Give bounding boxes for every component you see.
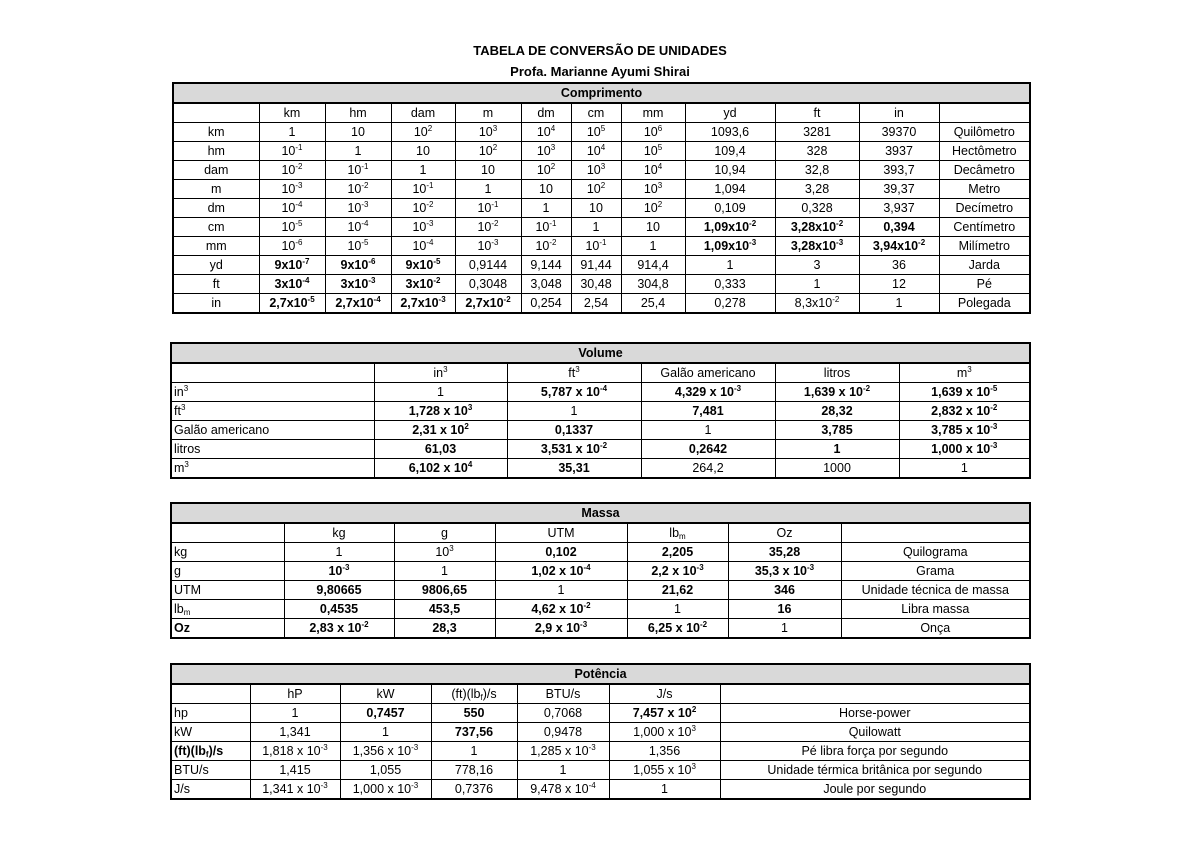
massa-row-label: kg <box>171 543 284 562</box>
massa-row-desc: Quilograma <box>841 543 1030 562</box>
comprimento-cell: 10 <box>571 199 621 218</box>
volume-cell: 1 <box>507 402 641 421</box>
comprimento-cell: 0,333 <box>685 275 775 294</box>
comprimento-row-desc: Hectômetro <box>939 142 1030 161</box>
comprimento-cell: 3 <box>775 256 859 275</box>
volume-col-m-3: $m^3$ <box>899 363 1030 383</box>
potencia-cell: 0,7457 <box>340 704 431 723</box>
table-row <box>171 704 1030 723</box>
comprimento-col-hm: hm <box>325 103 391 123</box>
massa-cell: 2,83 x $10^{-2}$ <box>284 619 394 639</box>
comprimento-cell: $8,3x10^{-2}$ <box>775 294 859 314</box>
massa-cell: 1 <box>394 562 495 581</box>
massa-row-desc: Onça <box>841 619 1030 639</box>
table-row <box>173 218 1030 237</box>
volume-cell: 1 <box>641 421 775 440</box>
comprimento-cell: $9x10^{-5}$ <box>391 256 455 275</box>
comprimento-cell: 1 <box>621 237 685 256</box>
potencia-row-desc: Joule por segundo <box>720 780 1030 800</box>
potencia-cell: 1 <box>517 761 609 780</box>
comprimento-cell: 1093,6 <box>685 123 775 142</box>
massa-table <box>170 502 1031 639</box>
potencia-row-desc: Quilowatt <box>720 723 1030 742</box>
volume-cell: 0,2642 <box>641 440 775 459</box>
massa-cell: 2,205 <box>627 543 728 562</box>
comprimento-cell: 1 <box>391 161 455 180</box>
massa-cell: 1,02 x $10^{-4}$ <box>495 562 627 581</box>
potencia-row-desc: Unidade térmica britânica por segundo <box>720 761 1030 780</box>
massa-col-lb-m: $lb_m$ <box>627 523 728 543</box>
volume-col-ft-3: $ft^3$ <box>507 363 641 383</box>
comprimento-cell: 1 <box>521 199 571 218</box>
comprimento-cell: $10^{-1}$ <box>521 218 571 237</box>
comprimento-cell: $3,94x10^{-2}$ <box>859 237 939 256</box>
comprimento-col-km: km <box>259 103 325 123</box>
comprimento-cell: 0,328 <box>775 199 859 218</box>
potencia-cell: 1 <box>340 723 431 742</box>
comprimento-cell: 10 <box>325 123 391 142</box>
comprimento-cell: $9x10^{-6}$ <box>325 256 391 275</box>
potencia-cell: 1,356 x $10^{-3}$ <box>340 742 431 761</box>
massa-row-desc: Libra massa <box>841 600 1030 619</box>
potencia-title: Potência <box>171 664 1030 684</box>
comprimento-cell: $10^{-2}$ <box>325 180 391 199</box>
massa-cell: 21,62 <box>627 581 728 600</box>
potencia-cell: 1,285 x $10^{-3}$ <box>517 742 609 761</box>
comprimento-cell: $10^{-6}$ <box>259 237 325 256</box>
comprimento-cell: 9,144 <box>521 256 571 275</box>
table-row <box>173 161 1030 180</box>
potencia-table <box>170 663 1031 800</box>
potencia-cell: 1,000 x $10^{-3}$ <box>340 780 431 800</box>
comprimento-cell: 1 <box>259 123 325 142</box>
comprimento-row-label: yd <box>173 256 259 275</box>
potencia-col-hp: hP <box>250 684 340 704</box>
potencia-cell: 1,818 x $10^{-3}$ <box>250 742 340 761</box>
volume-cell: 1,639 x $10^{-2}$ <box>775 383 899 402</box>
volume-cell: 28,32 <box>775 402 899 421</box>
comprimento-cell: $10^{-1}$ <box>325 161 391 180</box>
comprimento-cell: 914,4 <box>621 256 685 275</box>
comprimento-row-desc: Metro <box>939 180 1030 199</box>
comprimento-cell: $10^6$ <box>621 123 685 142</box>
table-row <box>173 180 1030 199</box>
comprimento-col-mm: mm <box>621 103 685 123</box>
massa-cell: 1 <box>495 581 627 600</box>
volume-cell: 1 <box>374 383 507 402</box>
comprimento-cell: 3,937 <box>859 199 939 218</box>
comprimento-cell: $10^5$ <box>571 123 621 142</box>
potencia-cell: 1,341 x $10^{-3}$ <box>250 780 340 800</box>
comprimento-table <box>172 82 1031 314</box>
comprimento-cell: 91,44 <box>571 256 621 275</box>
comprimento-row-label: cm <box>173 218 259 237</box>
comprimento-cell: $10^{-1}$ <box>455 199 521 218</box>
massa-cell: 453,5 <box>394 600 495 619</box>
comprimento-row-desc: Polegada <box>939 294 1030 314</box>
potencia-cell: 0,9478 <box>517 723 609 742</box>
potencia-cell: 7,457 x $10^2$ <box>609 704 720 723</box>
table-row <box>173 123 1030 142</box>
massa-cell: 4,62 x $10^{-2}$ <box>495 600 627 619</box>
potencia-row-label: $(ft)(lb_f)/s$ <box>171 742 250 761</box>
comprimento-cell: 0,109 <box>685 199 775 218</box>
volume-cell: 1,000 x $10^{-3}$ <box>899 440 1030 459</box>
comprimento-cell: $2,7x10^{-4}$ <box>325 294 391 314</box>
comprimento-cell: 0,278 <box>685 294 775 314</box>
massa-cell: 1 <box>627 600 728 619</box>
potencia-cell: 1 <box>250 704 340 723</box>
massa-row-desc: Unidade técnica de massa <box>841 581 1030 600</box>
volume-table <box>170 342 1031 479</box>
comprimento-cell: $10^{-1}$ <box>391 180 455 199</box>
comprimento-row-desc: Pé <box>939 275 1030 294</box>
comprimento-col-m: m <box>455 103 521 123</box>
comprimento-row-label: in <box>173 294 259 314</box>
comprimento-cell: 1 <box>685 256 775 275</box>
comprimento-col-yd: yd <box>685 103 775 123</box>
potencia-row-desc: Pé libra força por segundo <box>720 742 1030 761</box>
comprimento-cell: $10^2$ <box>621 199 685 218</box>
comprimento-col-dam: dam <box>391 103 455 123</box>
comprimento-cell: $10^{-2}$ <box>521 237 571 256</box>
volume-cell: 2,31 x $10^2$ <box>374 421 507 440</box>
comprimento-cell: $10^2$ <box>571 180 621 199</box>
comprimento-col-in: in <box>859 103 939 123</box>
comprimento-cell: $3x10^{-4}$ <box>259 275 325 294</box>
comprimento-row-desc: Decímetro <box>939 199 1030 218</box>
massa-title: Massa <box>171 503 1030 523</box>
comprimento-cell: $3,28x10^{-2}$ <box>775 218 859 237</box>
comprimento-cell: 109,4 <box>685 142 775 161</box>
document-title: TABELA DE CONVERSÃO DE UNIDADES <box>473 43 727 58</box>
comprimento-title: Comprimento <box>173 83 1030 103</box>
massa-col-desc <box>841 523 1030 543</box>
massa-cell: 9,80665 <box>284 581 394 600</box>
comprimento-cell: $10^{-3}$ <box>325 199 391 218</box>
potencia-cell: 1,000 x $10^3$ <box>609 723 720 742</box>
massa-row-label: $lb_m$ <box>171 600 284 619</box>
comprimento-cell: $1,09x10^{-3}$ <box>685 237 775 256</box>
potencia-col-j-s: J/s <box>609 684 720 704</box>
volume-cell: 61,03 <box>374 440 507 459</box>
potencia-cell: 1,341 <box>250 723 340 742</box>
comprimento-cell: 10 <box>621 218 685 237</box>
comprimento-cell: $10^{-2}$ <box>455 218 521 237</box>
comprimento-row-label: ft <box>173 275 259 294</box>
potencia-cell: 1,356 <box>609 742 720 761</box>
massa-cell: 2,9 x $10^{-3}$ <box>495 619 627 639</box>
potencia-cell: 1,055 <box>340 761 431 780</box>
table-row <box>173 199 1030 218</box>
massa-cell: 35,3 x $10^{-3}$ <box>728 562 841 581</box>
volume-cell: 35,31 <box>507 459 641 479</box>
potencia-col-corner <box>171 684 250 704</box>
volume-col-in-3: $in^3$ <box>374 363 507 383</box>
comprimento-cell: 12 <box>859 275 939 294</box>
comprimento-cell: 3937 <box>859 142 939 161</box>
volume-cell: 4,329 x $10^{-3}$ <box>641 383 775 402</box>
massa-row-label: Oz <box>171 619 284 639</box>
massa-cell: 28,3 <box>394 619 495 639</box>
comprimento-cell: 10 <box>521 180 571 199</box>
potencia-cell: 737,56 <box>431 723 517 742</box>
comprimento-cell: 393,7 <box>859 161 939 180</box>
table-row <box>173 275 1030 294</box>
potencia-cell: 0,7068 <box>517 704 609 723</box>
volume-cell: 1 <box>899 459 1030 479</box>
massa-cell: 2,2 x $10^{-3}$ <box>627 562 728 581</box>
comprimento-col-desc <box>939 103 1030 123</box>
comprimento-cell: 1 <box>859 294 939 314</box>
comprimento-row-label: dam <box>173 161 259 180</box>
comprimento-cell: 1 <box>325 142 391 161</box>
comprimento-row-label: hm <box>173 142 259 161</box>
comprimento-cell: 3,048 <box>521 275 571 294</box>
table-row <box>171 600 1030 619</box>
comprimento-cell: 39,37 <box>859 180 939 199</box>
comprimento-cell: $10^4$ <box>571 142 621 161</box>
volume-cell: 2,832 x $10^{-2}$ <box>899 402 1030 421</box>
comprimento-cell: $10^3$ <box>521 142 571 161</box>
comprimento-cell: 328 <box>775 142 859 161</box>
comprimento-cell: 10,94 <box>685 161 775 180</box>
massa-cell: 346 <box>728 581 841 600</box>
comprimento-cell: $10^2$ <box>455 142 521 161</box>
massa-col-corner <box>171 523 284 543</box>
comprimento-row-desc: Jarda <box>939 256 1030 275</box>
volume-cell: 1000 <box>775 459 899 479</box>
comprimento-cell: 3281 <box>775 123 859 142</box>
comprimento-cell: $10^{-4}$ <box>325 218 391 237</box>
comprimento-cell: $10^{-4}$ <box>259 199 325 218</box>
potencia-cell: 9,478 x $10^{-4}$ <box>517 780 609 800</box>
comprimento-cell: $10^{-3}$ <box>455 237 521 256</box>
comprimento-cell: $10^4$ <box>521 123 571 142</box>
massa-row-desc: Grama <box>841 562 1030 581</box>
comprimento-cell: $10^{-3}$ <box>259 180 325 199</box>
table-row <box>171 761 1030 780</box>
volume-col-litros: litros <box>775 363 899 383</box>
volume-col-corner <box>171 363 374 383</box>
comprimento-cell: $10^{-1}$ <box>571 237 621 256</box>
comprimento-cell: 0,254 <box>521 294 571 314</box>
comprimento-cell: $9x10^{-7}$ <box>259 256 325 275</box>
table-row <box>173 294 1030 314</box>
massa-cell: 0,102 <box>495 543 627 562</box>
volume-cell: 0,1337 <box>507 421 641 440</box>
comprimento-row-desc: Decâmetro <box>939 161 1030 180</box>
comprimento-cell: $10^{-5}$ <box>325 237 391 256</box>
comprimento-cell: 0,9144 <box>455 256 521 275</box>
comprimento-cell: 10 <box>455 161 521 180</box>
massa-cell: 16 <box>728 600 841 619</box>
volume-cell: 1 <box>775 440 899 459</box>
table-row <box>171 723 1030 742</box>
comprimento-cell: $10^3$ <box>621 180 685 199</box>
potencia-cell: 1,055 x $10^3$ <box>609 761 720 780</box>
volume-row-label: $m^3$ <box>171 459 374 479</box>
massa-col-oz: Oz <box>728 523 841 543</box>
comprimento-cell: $10^{-2}$ <box>391 199 455 218</box>
comprimento-cell: 0,394 <box>859 218 939 237</box>
comprimento-col-ft: ft <box>775 103 859 123</box>
massa-cell: 1 <box>284 543 394 562</box>
massa-cell: 9806,65 <box>394 581 495 600</box>
comprimento-cell: $10^5$ <box>621 142 685 161</box>
volume-row-label: Galão americano <box>171 421 374 440</box>
comprimento-cell: $3x10^{-2}$ <box>391 275 455 294</box>
volume-cell: 5,787 x $10^{-4}$ <box>507 383 641 402</box>
potencia-row-label: kW <box>171 723 250 742</box>
comprimento-cell: 1,094 <box>685 180 775 199</box>
potencia-col-btu-s: BTU/s <box>517 684 609 704</box>
comprimento-cell: 39370 <box>859 123 939 142</box>
potencia-col-kw: kW <box>340 684 431 704</box>
comprimento-row-label: dm <box>173 199 259 218</box>
table-row <box>173 256 1030 275</box>
table-row <box>173 142 1030 161</box>
comprimento-cell: $10^3$ <box>455 123 521 142</box>
comprimento-cell: $10^2$ <box>521 161 571 180</box>
potencia-row-label: hp <box>171 704 250 723</box>
volume-title: Volume <box>171 343 1030 363</box>
comprimento-cell: 0,3048 <box>455 275 521 294</box>
massa-cell: $10^3$ <box>394 543 495 562</box>
volume-row-label: litros <box>171 440 374 459</box>
table-row <box>171 619 1030 639</box>
table-row <box>171 383 1030 402</box>
potencia-col-ft-lb-f-s: $(ft)(lb_f)/s$ <box>431 684 517 704</box>
volume-cell: 1,728 x $10^3$ <box>374 402 507 421</box>
potencia-cell: 778,16 <box>431 761 517 780</box>
comprimento-cell: $10^2$ <box>391 123 455 142</box>
potencia-row-desc: Horse-power <box>720 704 1030 723</box>
comprimento-cell: 304,8 <box>621 275 685 294</box>
volume-cell: 3,531 x $10^{-2}$ <box>507 440 641 459</box>
table-row <box>171 440 1030 459</box>
comprimento-cell: 36 <box>859 256 939 275</box>
comprimento-cell: $2,7x10^{-5}$ <box>259 294 325 314</box>
comprimento-cell: 10 <box>391 142 455 161</box>
comprimento-row-desc: Quilômetro <box>939 123 1030 142</box>
comprimento-row-desc: Centímetro <box>939 218 1030 237</box>
comprimento-cell: $10^4$ <box>621 161 685 180</box>
table-row <box>171 459 1030 479</box>
volume-cell: 7,481 <box>641 402 775 421</box>
massa-cell: 0,4535 <box>284 600 394 619</box>
comprimento-cell: $2,7x10^{-3}$ <box>391 294 455 314</box>
comprimento-cell: $10^{-4}$ <box>391 237 455 256</box>
table-row <box>171 543 1030 562</box>
comprimento-cell: 2,54 <box>571 294 621 314</box>
potencia-cell: 1,415 <box>250 761 340 780</box>
comprimento-row-label: km <box>173 123 259 142</box>
potencia-cell: 0,7376 <box>431 780 517 800</box>
massa-row-label: g <box>171 562 284 581</box>
comprimento-cell: $1,09x10^{-2}$ <box>685 218 775 237</box>
volume-col-galao-americano: Galão americano <box>641 363 775 383</box>
volume-cell: 3,785 <box>775 421 899 440</box>
comprimento-row-label: m <box>173 180 259 199</box>
comprimento-col-corner <box>173 103 259 123</box>
document-author: Profa. Marianne Ayumi Shirai <box>510 64 690 79</box>
potencia-cell: 1 <box>609 780 720 800</box>
volume-row-label: $ft^3$ <box>171 402 374 421</box>
comprimento-col-cm: cm <box>571 103 621 123</box>
massa-col-g: g <box>394 523 495 543</box>
comprimento-cell: 32,8 <box>775 161 859 180</box>
comprimento-cell: 1 <box>455 180 521 199</box>
comprimento-cell: $10^{-1}$ <box>259 142 325 161</box>
potencia-col-desc <box>720 684 1030 704</box>
massa-row-label: UTM <box>171 581 284 600</box>
comprimento-cell: 3,28 <box>775 180 859 199</box>
volume-row-label: $in^3$ <box>171 383 374 402</box>
potencia-row-label: BTU/s <box>171 761 250 780</box>
potencia-cell: 1 <box>431 742 517 761</box>
table-row <box>171 780 1030 800</box>
comprimento-cell: 1 <box>775 275 859 294</box>
comprimento-cell: 1 <box>571 218 621 237</box>
comprimento-cell: $10^{-2}$ <box>259 161 325 180</box>
table-row <box>171 562 1030 581</box>
massa-cell: 6,25 x $10^{-2}$ <box>627 619 728 639</box>
massa-col-utm: UTM <box>495 523 627 543</box>
potencia-row-label: J/s <box>171 780 250 800</box>
massa-col-kg: kg <box>284 523 394 543</box>
comprimento-row-desc: Milímetro <box>939 237 1030 256</box>
table-row <box>171 421 1030 440</box>
comprimento-cell: $10^{-3}$ <box>391 218 455 237</box>
massa-cell: 1 <box>728 619 841 639</box>
comprimento-col-dm: dm <box>521 103 571 123</box>
comprimento-cell: 25,4 <box>621 294 685 314</box>
table-row <box>171 742 1030 761</box>
table-row <box>171 402 1030 421</box>
volume-cell: 264,2 <box>641 459 775 479</box>
comprimento-cell: $10^{-5}$ <box>259 218 325 237</box>
table-row <box>171 581 1030 600</box>
volume-cell: 3,785 x $10^{-3}$ <box>899 421 1030 440</box>
comprimento-cell: $2,7x10^{-2}$ <box>455 294 521 314</box>
comprimento-cell: $3,28x10^{-3}$ <box>775 237 859 256</box>
comprimento-row-label: mm <box>173 237 259 256</box>
massa-cell: $10^{-3}$ <box>284 562 394 581</box>
volume-cell: 1,639 x $10^{-5}$ <box>899 383 1030 402</box>
comprimento-cell: $3x10^{-3}$ <box>325 275 391 294</box>
massa-cell: 35,28 <box>728 543 841 562</box>
comprimento-cell: 30,48 <box>571 275 621 294</box>
comprimento-cell: $10^3$ <box>571 161 621 180</box>
potencia-cell: 550 <box>431 704 517 723</box>
volume-cell: 6,102 x $10^4$ <box>374 459 507 479</box>
table-row <box>173 237 1030 256</box>
